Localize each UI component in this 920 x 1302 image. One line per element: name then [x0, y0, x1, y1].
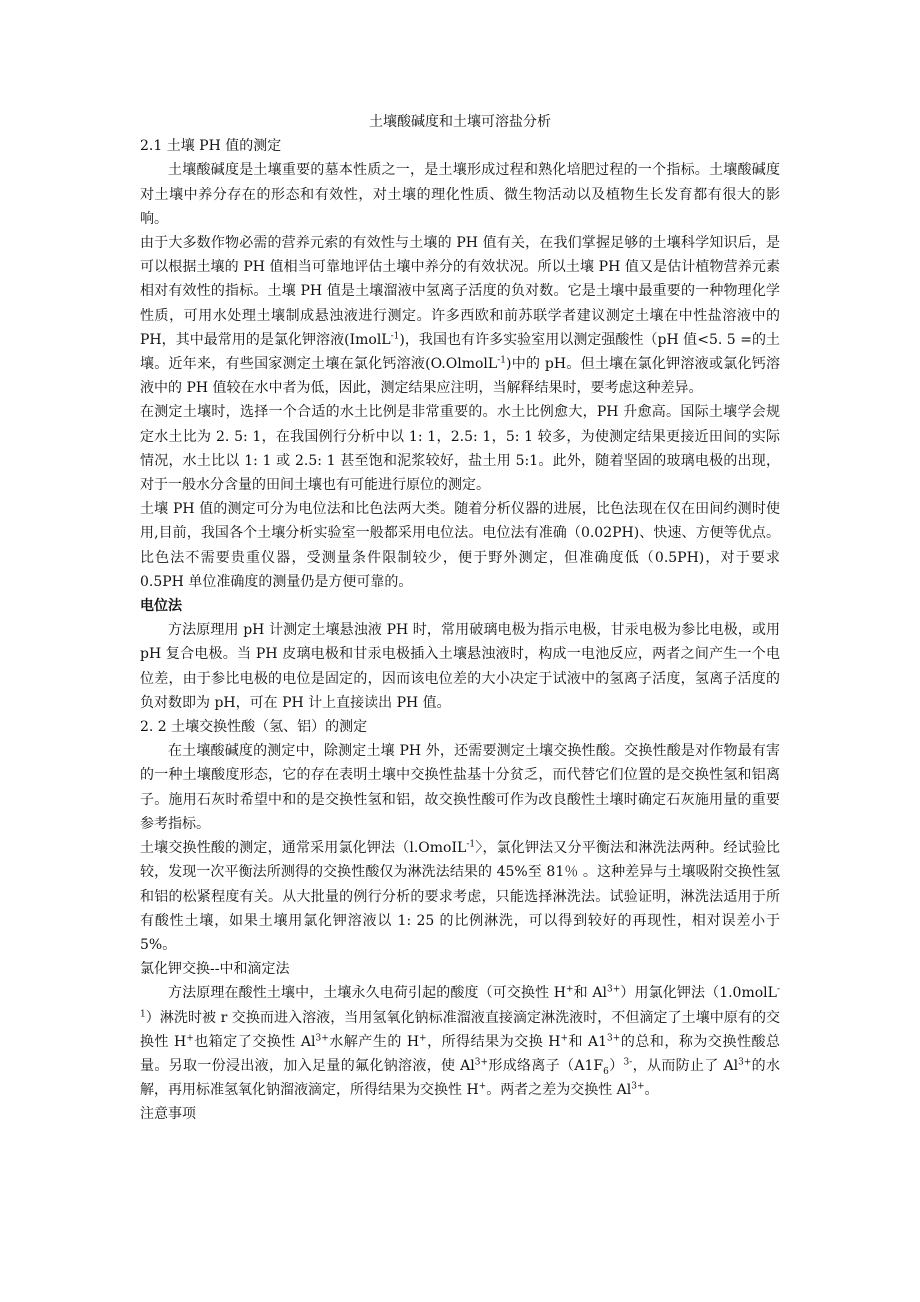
kcl-method-heading: 氯化钾交换--中和滴定法	[140, 961, 290, 978]
section-2-1-paragraph-1: 土壤酸碱度是土壤重要的墓本性质之一，是土壤形成过程和熟化培肥过程的一个指标。土壤酸碱度对土壤中养分存在的形态和有效性，对土壤的理化性质、微生物活动以及植物生长发育都有很大的影响。	[140, 162, 780, 227]
section-2-1-paragraph-4: 土壤 PH 值的测定可分为电位法和比色法两大类。随着分析仪器的进展，比色法现在仅在田间约测时使用,目前，我国各个土壤分析实验室一般都采用电位法。电位法有准确（0.02PH)、快速、方便等优点。比色法不需要贵重仪器，受测量条件限制较少，便于野外测定，但准确度低（0.5PH)，对于要求 0.5PH 单位准确度的测量仍是方便可靠的。	[140, 501, 780, 590]
section-2-2-heading: 2. 2 土壤交换性酸（氢、铝）的测定	[140, 719, 368, 736]
section-2-2-paragraph-1: 在土壤酸碱度的测定中，除测定土壤 PH 外，还需要测定土壤交换性酸。交换性酸是对作物最有害的一种土壤酸度形态，它的存在表明土壤中交换性盐基十分贫乏，而代替它们位置的是交换性氢和铝离子。施用石灰时希望中和的是交换性氢和铝，故交换性酸可作为改良酸性土壤时确定石灰施用量的重要参考指标。	[140, 743, 780, 832]
kcl-method-paragraph: 方法原理在酸性土壤中，土壤永久电荷引起的酸度（可交换性 H+和 $Al^{3+}$）用氯化钾法（1.0molL$^{-1}$）淋洗时被 r 交换而进入溶液，当用氢氧化钠标准溜液直接滴定淋洗液时，不但滴定了土壤中原有的交换性 H+也箱定了交换性 $Al^{3+}$水解产生的 H+，所得结果为交换 H+和 $A1^{3+}$的总和，称为交换性酸总量。另取一份浸出液，加入足量的氟化钠溶液，使 $Al^{3+}$形成络离子$(A1F_6)^{3-}$，从而防止了 $Al^{3+}$的水解，再用标准氢氧化钠溜液滴定，所得结果为交换性 H+。两者之差为交换性 $Al^{3+}$。	[140, 984, 781, 1099]
section-2-1-paragraph-2: 由于大多数作物必需的营养元索的有效性与土壤的 PH 值有关，在我们掌握足够的土壤科学知识后，是可以根据土壤的 PH 值相当可靠地评估土壤中养分的有效状况。所以土壤 PH 值又是估计植物营养元素相对有效性的指标。土壤 PH 值是土壤溜液中氢离子活度的负对数。它是土壤中最重要的一种物理化学性质，可用水处理土壤制成悬浊液进行测定。许多西欧和前苏联学者建议测定土壤在中性盐溶液中的 PH，其中最常用的是氯化钾溶液(ImolL$^{-1}$)，我国也有许多实验室用以测定强酸性（pH 值<5. 5 =的土壤。近年来，有些国家测定土壤在氯化钙溶液(O.OlmolL$^{-1}$)中的 pH。但土壤在氯化钾溶液或氯化钙溶液中的 PH 值较在水中者为低，因此，测定结果应注明，当解释结果时，要考虑这种差异。	[140, 235, 780, 397]
document-body	[140, 110, 780, 1127]
potential-method-paragraph: 方法原理用 pH 计测定土壤悬浊液 PH 时，常用破璃电极为指示电极，甘汞电极为参比电极，或用 pH 复合电极。当 PH 皮璃电极和甘汞电极插入土壤悬浊液时，构成一电池反应，两者之间产生一个电位差，由于参比电极的电位是固定的，因而该电位差的大小决定于试液中的氢离子活度，氢离子活度的负对数即为 pH，可在 PH 计上直接读出 PH 值。	[140, 622, 780, 711]
document-title: 土壤酸碱度和土壤可溶盐分析	[369, 114, 551, 130]
section-2-1-heading: 2.1 土壤 PH 值的测定	[140, 138, 282, 155]
notes-heading: 注意事项	[140, 1106, 196, 1123]
section-2-2-paragraph-2: 土壤交换性酸的测定，通常采用氯化钾法（l.OmoIL$^{-1}$〉，氯化钾法又分平衡法和淋洗法两种。经试验比较，发现一次平衡法所测得的交换性酸仅为淋洗法结果的 45%至 81％ 。这种差异与土壤吸附交换性氢和铝的松紧程度有关。从大批量的例行分析的要求考虑，只能选择淋洗法。试验证明，淋洗法适用于所有酸性土壤，如果土壤用氯化钾溶液以 1: 25 的比例淋洗，可以得到较好的再现性，相对误差小于 5%。	[140, 839, 780, 953]
potential-method-heading: 电位法	[140, 598, 182, 615]
section-2-1-paragraph-3: 在测定土壤时，选择一个合适的水土比例是非常重要的。水土比例愈大，PH 升愈高。国际土壤学会规定水土比为 2. 5: 1，在我国例行分析中以 1: 1，2.5: 1，5: 1 较多，为使测定结果更接近田间的实际情况，水土比以 1: 1 或 2.5: 1 甚至饱和泥浆较好，盐土用 5:1。此外，随着坚固的玻璃电极的出现，对于一般水分含量的田间土壤也有可能进行原位的测定。	[140, 404, 780, 494]
